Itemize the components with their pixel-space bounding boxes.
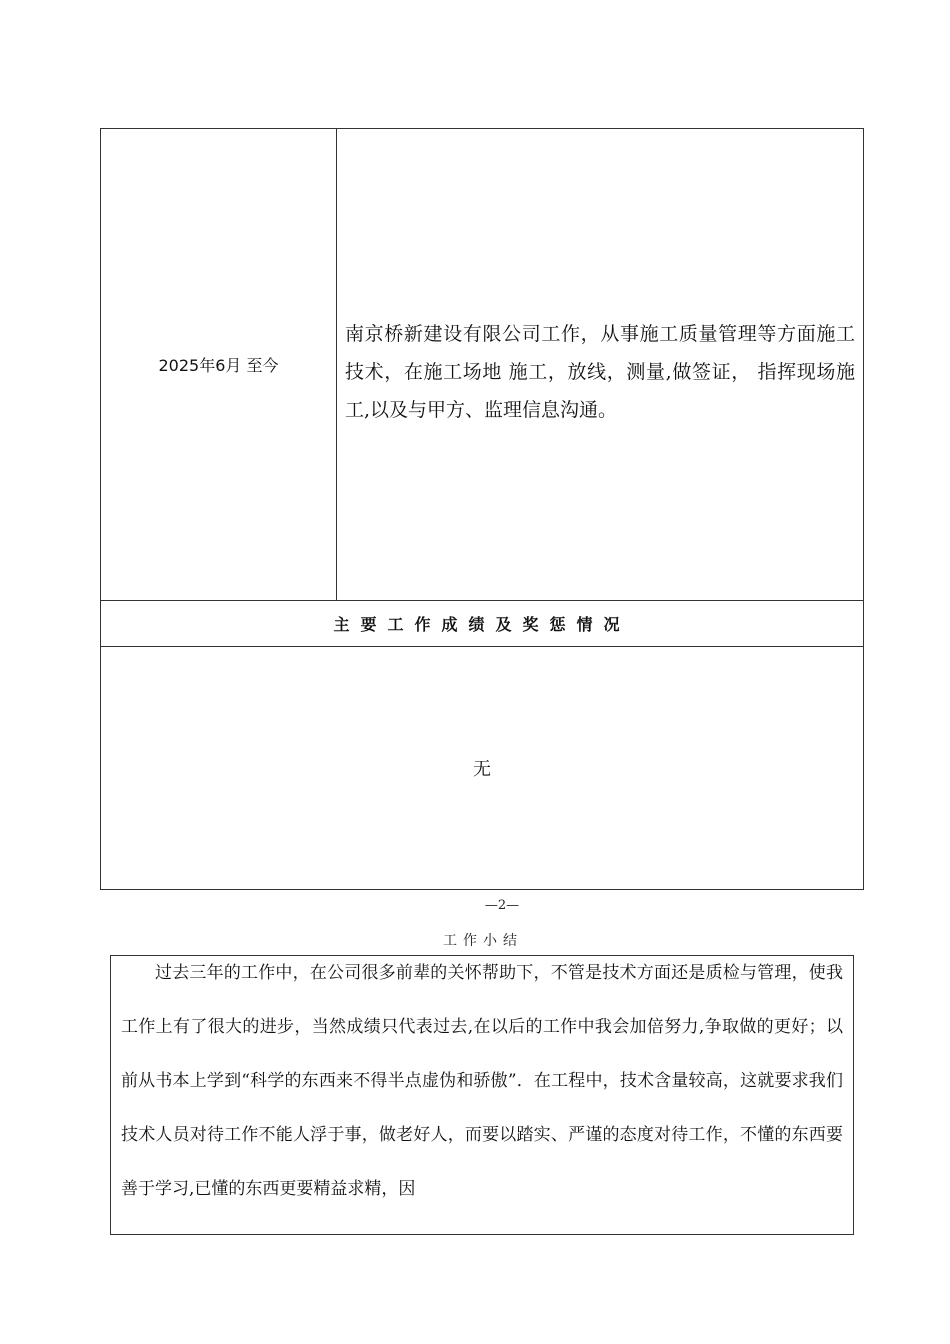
experience-date-cell <box>101 129 337 600</box>
resume-table <box>100 128 864 890</box>
awards-value: 无 <box>473 759 491 780</box>
experience-date: 2025年6月 至今 <box>158 356 279 375</box>
page-number: —2— <box>484 898 520 913</box>
work-experience-row <box>101 129 863 601</box>
awards-heading: 主要工作成绩及奖惩情况 <box>101 601 863 647</box>
summary-box <box>110 955 854 1235</box>
summary-text: 过去三年的工作中，在公司很多前辈的关怀帮助下，不管是技术方面还是质检与管理，使我工作上有了很大的进步，当然成绩只代表过去,在以后的工作中我会加倍努力,争取做的更好；以前从书本上学到“科学的东西来不得半点虚伪和骄傲”．在工程中，技术含量较高，这就要求我们技术人员对待工作不能人浮于事，做老好人，而要以踏实、严谨的态度对待工作，不懂的东西要善于学习,已懂的东西更要精益求精，因 <box>121 963 843 1199</box>
summary-title: 工作小结 <box>443 933 523 949</box>
awards-content <box>101 647 863 889</box>
experience-description: 南京桥新建设有限公司工作，从事施工质量管理等方面施工技术，在施工场地 施工，放线，测量,做签证， 指挥现场施工,以及与甲方、监理信息沟通。 <box>345 323 855 421</box>
experience-description-cell <box>337 129 863 600</box>
